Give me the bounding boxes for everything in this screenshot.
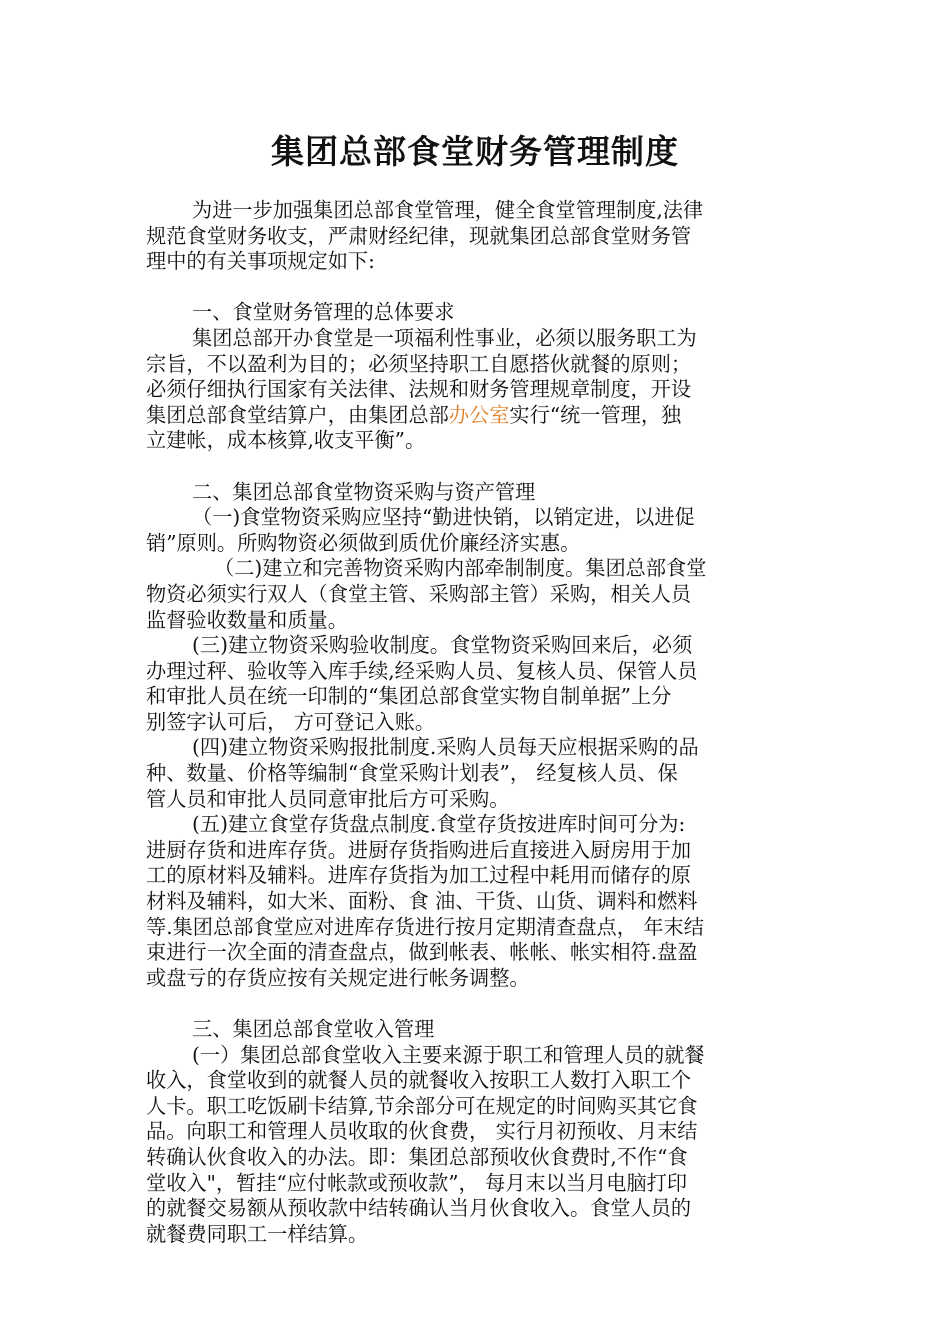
intro-line: 为进一步加强集团总部食堂管理，健全食堂管理制度,法律	[192, 198, 704, 222]
section2-line: （一)食堂物资采购应坚持“勤进快销，以销定进，以进促	[192, 505, 695, 530]
intro-line: 理中的有关事项规定如下:	[146, 249, 375, 274]
section1-line-with-highlight	[146, 403, 806, 429]
section3-line: 收入，食堂收到的就餐人员的就餐收入按职工人数打入职工个	[146, 1068, 692, 1093]
document-title: 集团总部食堂财务管理制度	[271, 132, 679, 171]
section2-line: (三)建立物资采购验收制度。食堂物资采购回来后，必须	[192, 633, 693, 658]
section2-line: 销”原则。所购物资必须做到质优价廉经济实惠。	[146, 530, 581, 555]
office-highlight: 办公室	[448, 402, 510, 427]
section3-line: 人卡。职工吃饭刷卡结算,节余部分可在规定的时间购买其它食	[146, 1093, 698, 1118]
paragraph-gap	[146, 991, 806, 1017]
section2-line: 等.集团总部食堂应对进库存货进行按月定期清查盘点， 年末结	[146, 914, 704, 939]
section3-line: 堂收入"，暂挂“应付帐款或预收款”， 每月末以当月电脑打印	[146, 1170, 688, 1195]
section2-line: 工的原材料及辅料。进库存货指为加工过程中耗用而储存的原	[146, 863, 692, 888]
section-heading: 二、集团总部食堂物资采购与资产管理	[192, 479, 536, 504]
section2-line: (五)建立食堂存货盘点制度.食堂存货按进库时间可分为:	[192, 812, 686, 837]
section2-line: 和审批人员在统一印制的“集团总部食堂实物自制单据”上分	[146, 684, 672, 709]
section3-line: 转确认伙食收入的办法。即：集团总部预收伙食费时,不作“食	[146, 1144, 688, 1169]
section1-line-head: 集团总部食堂结算户，由集团总部	[146, 402, 449, 427]
section2-line: （二)建立和完善物资采购内部牵制制度。集团总部食堂	[214, 556, 707, 581]
section2-line: 办理过秤、验收等入库手续,经采购人员、复核人员、保管人员	[146, 658, 698, 683]
section3-line: 就餐费同职工一样结算。	[146, 1221, 369, 1246]
section2-line: 束进行一次全面的清查盘点，做到帐表、帐帐、帐实相符.盘盈	[146, 940, 698, 965]
paragraph-gap	[146, 275, 806, 301]
section-heading: 一、食堂财务管理的总体要求	[192, 300, 455, 325]
section1-line: 集团总部开办食堂是一项福利性事业，必须以服务职工为	[192, 325, 697, 350]
section2-line: 或盘亏的存货应按有关规定进行帐务调整。	[146, 965, 530, 990]
section2-line: 别签字认可后， 方可登记入账。	[146, 709, 436, 734]
section2-line: 材料及辅料，如大米、面粉、食 油、干货、山货、调料和燃料	[146, 889, 698, 914]
section2-line: 物资必须实行双人（食堂主管、采购部主管）采购，相关人员	[146, 581, 692, 606]
document-body	[146, 198, 806, 1247]
section3-line: 的就餐交易额从预收款中结转确认当月伙食收入。食堂人员的	[146, 1196, 692, 1221]
paragraph-gap	[146, 454, 806, 480]
section1-line-tail: 实行“统一管理，独	[509, 402, 682, 427]
section2-line: 进厨存货和进库存货。进厨存货指购进后直接进入厨房用于加	[146, 837, 692, 862]
section2-line: 种、数量、价格等编制“食堂采购计划表”， 经复核人员、保	[146, 761, 678, 786]
section3-line: 品。向职工和管理人员收取的伙食费， 实行月初预收、月末结	[146, 1119, 698, 1144]
section1-line: 必须仔细执行国家有关法律、法规和财务管理规章制度，开设	[146, 377, 692, 402]
section2-line: 管人员和审批人员同意审批后方可采购。	[146, 786, 510, 811]
section2-line: 监督验收数量和质量。	[146, 607, 348, 632]
intro-line: 规范食堂财务收支，严肃财经纪律，现就集团总部食堂财务管	[146, 223, 692, 248]
section-heading: 三、集团总部食堂收入管理	[192, 1017, 435, 1041]
section3-line: (一）集团总部食堂收入主要来源于职工和管理人员的就餐	[192, 1042, 705, 1067]
section1-line: 宗旨，不以盈利为目的；必须坚持职工自愿搭伙就餐的原则；	[146, 351, 692, 376]
section2-line: (四)建立物资采购报批制度.采购人员每天应根据采购的品	[192, 735, 699, 760]
section1-line: 立建帐，成本核算,收支平衡”。	[146, 428, 426, 453]
